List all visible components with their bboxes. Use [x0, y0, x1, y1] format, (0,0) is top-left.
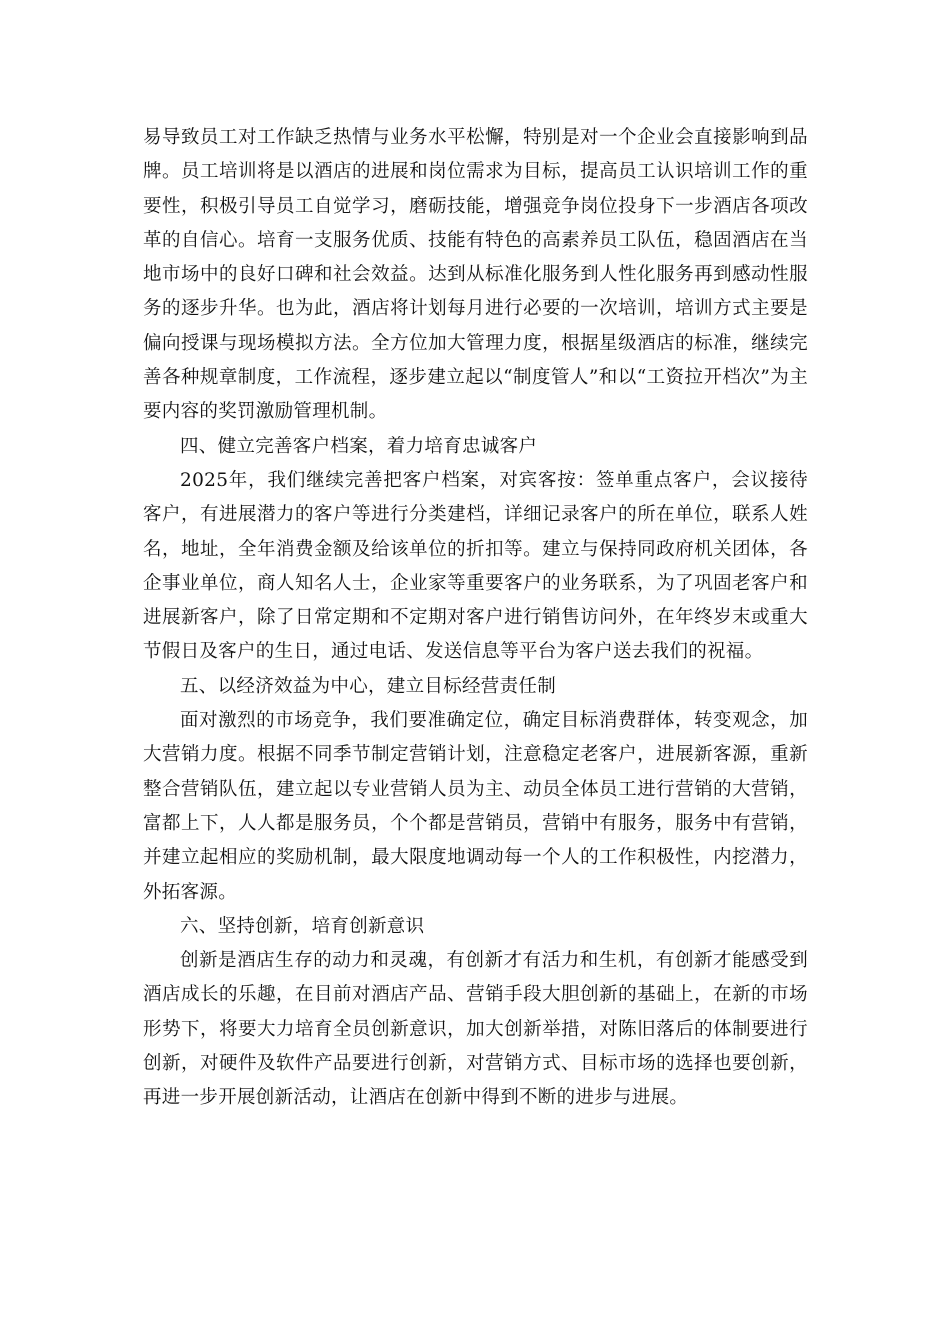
paragraph-customer-files: 2025年，我们继续完善把客户档案，对宾客按：签单重点客户，会议接待客户，有进展潜力的客户等进行分类建档，详细记录客户的所在单位，联系人姓名，地址，全年消费金额及给该单位的折扣等。建立与保持同政府机关团体，各企事业单位，商人知名人士，企业家等重要客户的业务联系，为了巩固老客户和进展新客户，除了日常定期和不定期对客户进行销售访问外，在年终岁末或重大节假日及客户的生日，通过电话、发送信息等平台为客户送去我们的祝福。 — [143, 469, 808, 663]
section-heading-customer-files: 四、健立完善客户档案，着力培育忠诚客户 — [180, 435, 538, 457]
document-body — [143, 121, 808, 1116]
paragraph-marketing: 面对激烈的市场竞争，我们要准确定位，确定目标消费群体，转变观念，加大营销力度。根据不同季节制定营销计划，注意稳定老客户，进展新客源，重新整合营销队伍，建立起以专业营销人员为主、动员全体员工进行营销的大营销，富都上下，人人都是服务员，个个都是营销员，营销中有服务，服务中有营销，并建立起相应的奖励机制，最大限度地调动每一个人的工作积极性，内挖潜力，外拓客源。 — [143, 710, 808, 903]
section-heading-economic-benefit: 五、以经济效益为中心，建立目标经营责任制 — [180, 675, 557, 697]
paragraph-innovation: 创新是酒店生存的动力和灵魂，有创新才有活力和生机，有创新才能感受到酒店成长的乐趣，在目前对酒店产品、营销手段大胆创新的基础上，在新的市场形势下，将要大力培育全员创新意识，加大创新举措，对陈旧落后的体制要进行创新，对硬件及软件产品要进行创新，对营销方式、目标市场的选择也要创新，再进一步开展创新活动，让酒店在创新中得到不断的进步与进展。 — [143, 950, 808, 1109]
section-heading-innovation: 六、坚持创新，培育创新意识 — [180, 915, 425, 937]
paragraph-training-continued: 易导致员工对工作缺乏热情与业务水平松懈，特别是对一个企业会直接影响到品牌。员工培训将是以酒店的进展和岗位需求为目标，提高员工认识培训工作的重要性，积极引导员工自觉学习，磨砺技能，增强竞争岗位投身下一步酒店各项改革的自信心。培育一支服务优质、技能有特色的高素养员工队伍，稳固酒店在当地市场中的良好口碑和社会效益。达到从标准化服务到人性化服务再到感动性服务的逐步升华。也为此，酒店将计划每月进行必要的一次培训，培训方式主要是偏向授课与现场模拟方法。全方位加大管理力度，根据星级酒店的标准，继续完善各种规章制度，工作流程，逐步建立起以“制度管人”和以“工资拉开档次”为主要内容的奖罚激励管理机制。 — [143, 127, 808, 423]
